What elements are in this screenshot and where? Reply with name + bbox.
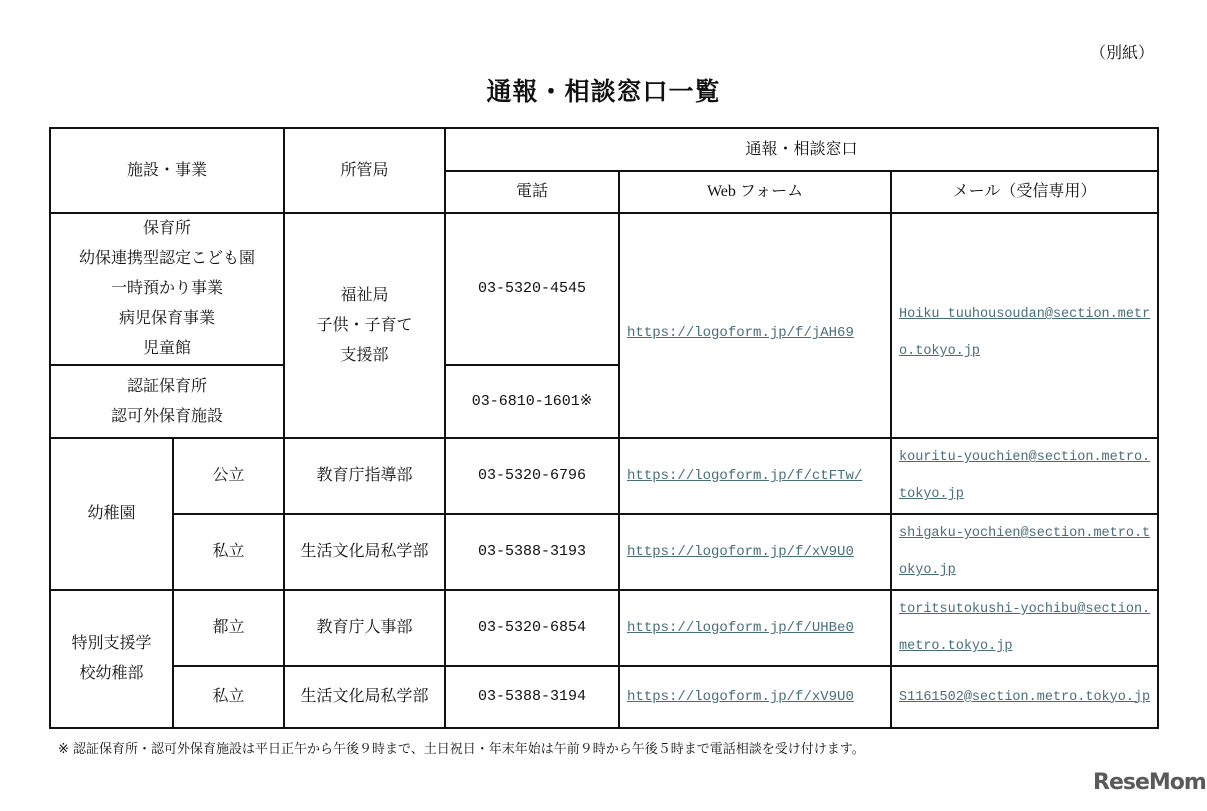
facility-line: 保育所 — [143, 220, 192, 237]
resemom-logo: ReseMom — [1093, 770, 1206, 795]
header-phone: 電話 — [445, 171, 619, 213]
email-link[interactable]: kouritu-youchien@section.metro.tokyo.jp — [899, 450, 1151, 502]
phone-number: 03-6810-1601※ — [445, 365, 619, 438]
facility-line: 幼保連携型認定こども園 — [79, 250, 256, 267]
email-link[interactable]: Hoiku_tuuhousoudan@section.metro.tokyo.jp — [899, 307, 1151, 359]
phone-number: 03-5388-3194 — [445, 666, 619, 728]
type-label: 私立 — [173, 514, 284, 590]
header-web: Web フォーム — [619, 171, 891, 213]
facility-certified — [50, 365, 284, 438]
web-form-link[interactable]: https://logoform.jp/f/xV9U0 — [627, 544, 854, 560]
web-form-link[interactable]: https://logoform.jp/f/UHBe0 — [627, 620, 854, 636]
web-form-link[interactable]: https://logoform.jp/f/ctFTw/ — [627, 468, 863, 484]
facility-line: 特別支援学 — [71, 635, 152, 652]
facility-kindergarten: 幼稚園 — [50, 438, 173, 590]
email-link[interactable]: S1161502@section.metro.tokyo.jp — [899, 689, 1151, 705]
table-row — [50, 514, 1158, 590]
table-row — [50, 666, 1158, 728]
header-contact: 通報・相談窓口 — [445, 128, 1158, 171]
facility-nursery — [50, 213, 284, 365]
facility-line: 病児保育事業 — [119, 310, 216, 327]
type-label: 私立 — [173, 666, 284, 728]
facility-line: 児童館 — [143, 340, 192, 357]
facility-line: 一時預かり事業 — [111, 280, 224, 297]
bureau-line: 支援部 — [340, 346, 389, 364]
header-mail: メール（受信専用） — [891, 171, 1158, 213]
table-row — [50, 438, 1158, 514]
table-row — [50, 590, 1158, 666]
bureau-welfare — [284, 213, 445, 438]
contact-table — [49, 127, 1159, 729]
attachment-label: （別紙） — [1090, 45, 1155, 62]
phone-number: 03-5320-4545 — [445, 213, 619, 365]
bureau-line: 子供・子育て — [316, 316, 413, 334]
type-label: 都立 — [173, 590, 284, 666]
facility-line: 認証保育所 — [127, 377, 208, 395]
page-title: 通報・相談窓口一覧 — [486, 77, 721, 106]
phone-number: 03-5320-6796 — [445, 438, 619, 514]
web-form-link[interactable]: https://logoform.jp/f/jAH69 — [627, 325, 854, 341]
facility-special-support — [50, 590, 173, 728]
facility-line: 認可外保育施設 — [111, 407, 224, 425]
facility-line: 校幼稚部 — [79, 665, 144, 682]
email-link[interactable]: toritsutokushi-yochibu@section.metro.tokyo.jp — [899, 602, 1151, 654]
bureau: 生活文化局私学部 — [284, 514, 445, 590]
phone-number: 03-5388-3193 — [445, 514, 619, 590]
email-link[interactable]: shigaku-yochien@section.metro.tokyo.jp — [899, 526, 1151, 578]
footnote: ※ 認証保育所・認可外保育施設は平日正午から午後９時まで、土日祝日・年末年始は午前９時から午後５時まで電話相談を受け付けます。 — [58, 742, 865, 757]
bureau: 教育庁人事部 — [284, 590, 445, 666]
bureau: 教育庁指導部 — [284, 438, 445, 514]
bureau: 生活文化局私学部 — [284, 666, 445, 728]
table-row — [50, 213, 1158, 365]
web-form-link[interactable]: https://logoform.jp/f/xV9U0 — [627, 689, 854, 705]
phone-number: 03-5320-6854 — [445, 590, 619, 666]
type-label: 公立 — [173, 438, 284, 514]
bureau-line: 福祉局 — [340, 286, 389, 304]
header-facility: 施設・事業 — [50, 128, 284, 213]
header-bureau: 所管局 — [284, 128, 445, 213]
